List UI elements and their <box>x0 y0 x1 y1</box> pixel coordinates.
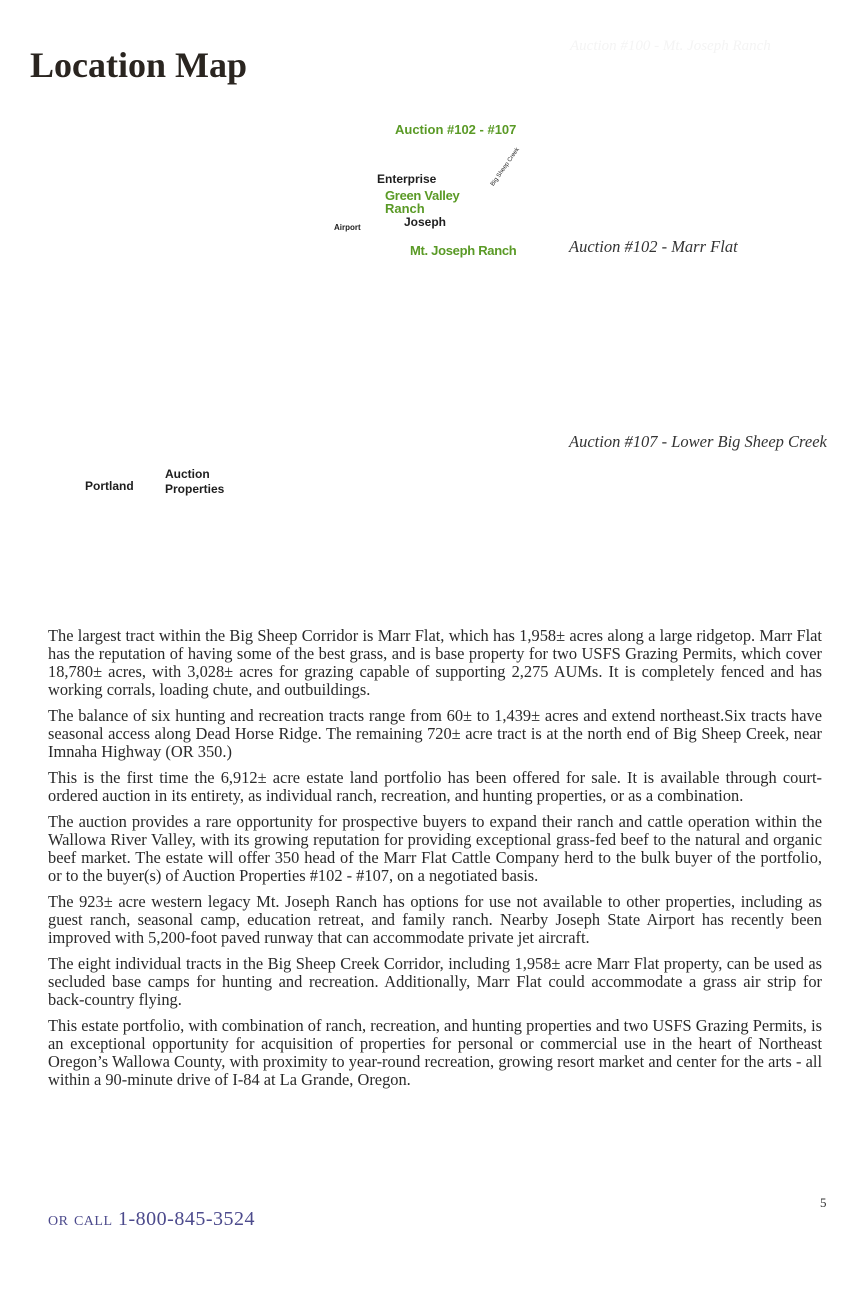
paragraph: The largest tract within the Big Sheep Corridor is Marr Flat, which has 1,958± acres along a large ridgetop. Marr Flat has the reputation of having some of the best grass, and is base property for two USFS Grazing Permits, which cover 18,780± acres, with 3,028± acres for grazing capable of supporting 2,275 AUMs. It is completely fenced and has working corrals, loading chute, and outbuildings. <box>48 626 822 699</box>
map-label-airport: Airport <box>334 223 361 232</box>
caption-marr-flat: Auction #102 - Marr Flat <box>569 237 738 256</box>
phone-number: or call 1-800-845-3524 <box>48 1208 255 1230</box>
caption-big-sheep-creek: Auction #107 - Lower Big Sheep Creek <box>569 432 827 451</box>
paragraph: The eight individual tracts in the Big Sheep Creek Corridor, including 1,958± acre Marr Flat property, can be used as secluded base camps for hunting and recreation. Additionally, Marr Flat could accommodate a grass air strip for back-country flying. <box>48 954 822 1009</box>
page-number: 5 <box>820 1195 827 1210</box>
body-text <box>48 627 822 1097</box>
map-label-big-sheep-creek: Big Sheep Creek <box>490 146 521 188</box>
map-label-green-valley-ranch: Ranch <box>385 201 425 216</box>
map-label-auction-range: Auction #102 - #107 <box>395 122 517 137</box>
page-title: Location Map <box>30 45 248 85</box>
paragraph: The balance of six hunting and recreation tracts range from 60± to 1,439± acres and extend northeast.Six tracts have seasonal access along Dead Horse Ridge. The remaining 720± acre tract is at the north end of Big Sheep Creek, near Imnaha Highway (OR 350.) <box>48 706 822 761</box>
faded-photo-caption: Auction #100 - Mt. Joseph Ranch <box>570 38 771 54</box>
location-map <box>0 100 560 520</box>
map-label-mt-joseph-ranch: Mt. Joseph Ranch <box>410 243 517 258</box>
map-label-auction-properties: Auction <box>165 467 210 481</box>
map-label-enterprise: Enterprise <box>377 172 437 186</box>
map-label-joseph: Joseph <box>404 215 447 229</box>
paragraph: The 923± acre western legacy Mt. Joseph Ranch has options for use not available to other properties, including as guest ranch, seasonal camp, education retreat, and family ranch. Nearby Joseph State Airport has recently been improved with 5,200-foot paved runway that can accommodate private jet aircraft. <box>48 892 822 947</box>
paragraph: This is the first time the 6,912± acre estate land portfolio has been offered for sale. It is available through court-ordered auction in its entirety, as individual ranch, recreation, and hunting properties, or as a combination. <box>48 768 822 805</box>
paragraph: The auction provides a rare opportunity for prospective buyers to expand their ranch and cattle operation within the Wallowa River Valley, with its growing reputation for providing exceptional grass-fed beef to the natural and organic beef market. The estate will offer 350 head of the Marr Flat Cattle Company herd to the bulk buyer of the portfolio, or to the buyer(s) of Auction Properties #102 - #107, on a negotiated basis. <box>48 812 822 885</box>
map-label-portland: Portland <box>85 479 134 493</box>
map-label-green-valley: Green Valley <box>385 188 460 203</box>
paragraph: This estate portfolio, with combination of ranch, recreation, and hunting properties and two USFS Grazing Permits, is an exceptional opportunity for acquisition of properties for personal or commercial use in the heart of Northeast Oregon’s Wallowa County, with proximity to year-round recreation, growing resort market and center for the arts - all within a 90-minute drive of I-84 at La Grande, Oregon. <box>48 1016 822 1089</box>
map-label-auction-properties-2: Properties <box>165 482 225 496</box>
